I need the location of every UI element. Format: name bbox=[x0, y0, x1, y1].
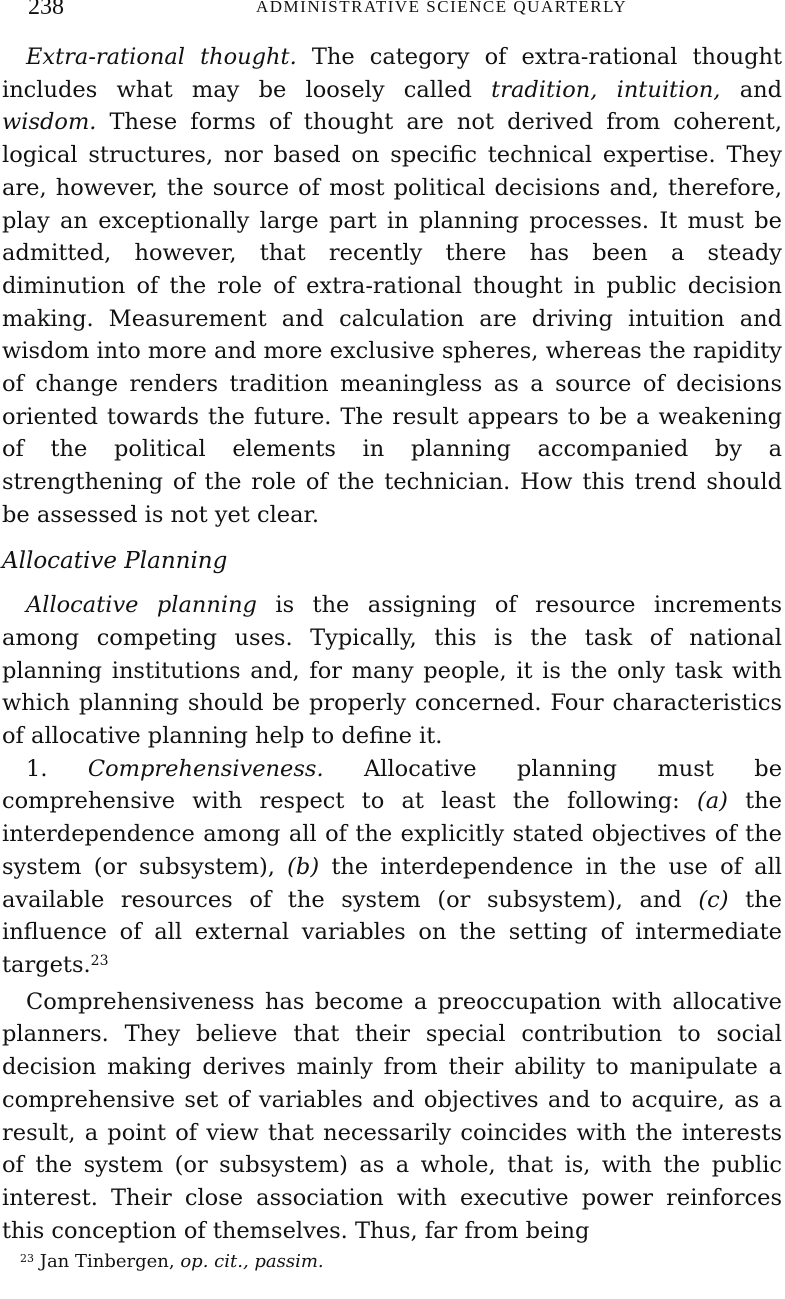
text-run: Comprehensiveness has become a preoccupation with allocative planners. They believe that their special contribution to social decision making derives mainly from their ability to manipulate a comprehensive set of variables and objectives and to acquire, as a result, a point of view that necessarily coincides with the interests of the system (or subsystem) as a whole, that is, with the public interest. Their close association with executive power reinforces this conception of themselves. Thus, far from being bbox=[2, 988, 782, 1244]
running-header bbox=[28, 0, 748, 28]
section-heading: Allocative Planning bbox=[2, 547, 228, 574]
text-run: The category of extra-rational thought includes what may be loosely called bbox=[2, 44, 782, 103]
emphasized-terms: tradition, intuition, bbox=[491, 76, 721, 103]
paragraph-comprehensiveness-preoccupation bbox=[2, 986, 782, 1248]
paragraph-extra-rational-thought bbox=[2, 41, 782, 532]
footnote-marker: 23 bbox=[20, 1252, 34, 1265]
journal-title: ADMINISTRATIVE SCIENCE QUARTERLY bbox=[256, 0, 628, 16]
list-number: 1. bbox=[26, 755, 48, 782]
run-in-heading: Comprehensiveness. bbox=[87, 755, 324, 782]
run-in-heading: Extra-rational thought. bbox=[26, 44, 297, 70]
text-run: is the assigning of resource increments among competing uses. Typically, this is the task of national planning institutions and, for many people, it is the only task with which planning should be properly concerned. Four characteristics of allocative planning help to define it. bbox=[2, 592, 782, 750]
footnote bbox=[20, 1250, 760, 1274]
page-number: 238 bbox=[28, 0, 64, 20]
paragraph-allocative-planning bbox=[2, 589, 782, 753]
text-run: the influence of all external variables on the setting of intermediate targets. bbox=[2, 886, 782, 978]
paragraph-comprehensiveness bbox=[2, 753, 782, 982]
list-marker-a: (a) bbox=[696, 788, 728, 815]
text-run: Allocative planning must be comprehensive with respect to at least the following: bbox=[2, 755, 783, 815]
text-run: and bbox=[720, 76, 782, 103]
text-run: These forms of thought are not derived from coherent, logical structures, nor based on specific technical expertise. They are, however, the source of most political decisions and, therefore, play an exceptionally large part in planning processes. It must be admitted, however, that recently there has been a steady diminution of the role of extra-rational thought in public decision making. Measurement and calculation are driving intuition and wisdom into more and more exclusive spheres, whereas the rapidity of change renders tradition meaningless as a source of decisions oriented towards the future. The result appears to be a weakening of the political elements in planning accompanied by a strengthening of the role of the technician. How this trend should be assessed is not yet clear. bbox=[2, 109, 782, 528]
footnote-reference[interactable]: 23 bbox=[90, 952, 109, 969]
list-marker-c: (c) bbox=[698, 886, 729, 913]
footnote-citation: op. cit., passim. bbox=[180, 1251, 324, 1272]
article-body bbox=[2, 41, 782, 1247]
text-run: the interdependence in the use of all available resources of the system (or subsystem), and bbox=[2, 853, 782, 913]
defined-term: Allocative planning bbox=[26, 592, 257, 619]
emphasized-term: wisdom. bbox=[2, 109, 97, 136]
text-run: the interdependence among all of the explicitly stated objectives of the system (or subsystem), bbox=[2, 788, 782, 880]
list-marker-b: (b) bbox=[287, 853, 320, 880]
footnote-author: Jan Tinbergen, bbox=[34, 1251, 181, 1272]
